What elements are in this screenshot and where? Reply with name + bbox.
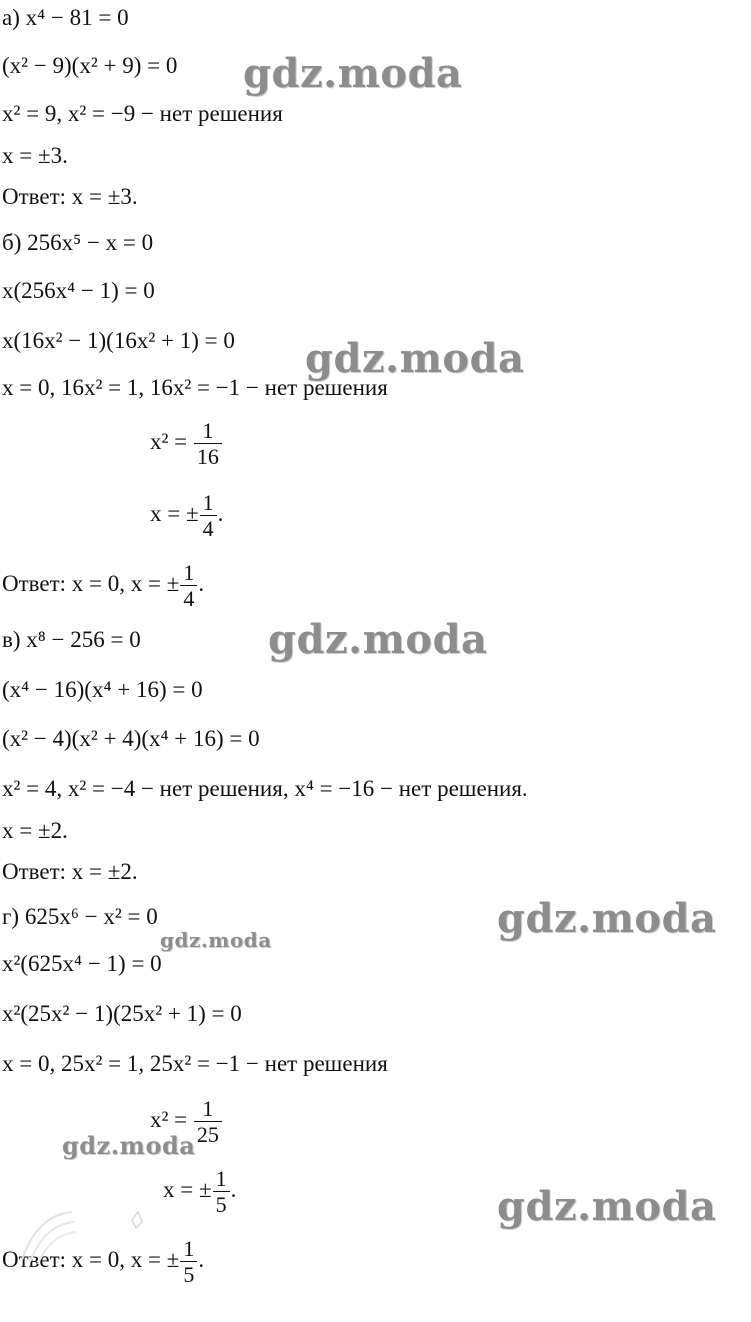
watermark: gdz.moda — [268, 616, 488, 663]
part-g-cases: x = 0, 25x² = 1, 25x² = −1 − нет решения — [2, 1051, 388, 1076]
part-g-roots — [163, 1166, 236, 1217]
fraction-denominator: 25 — [194, 1121, 222, 1147]
part-a-factored: (x² − 9)(x² + 9) = 0 — [2, 53, 178, 78]
watermark: gdz.moda — [160, 928, 272, 952]
fraction — [180, 560, 197, 611]
part-b-answer-prefix: Ответ: x = 0, x = ± — [2, 570, 180, 596]
part-g-answer-prefix: Ответ: x = 0, x = ± — [2, 1246, 180, 1272]
fraction-denominator: 16 — [194, 443, 222, 469]
fraction-denominator: 5 — [180, 1261, 197, 1287]
part-b-roots-suffix: . — [217, 500, 224, 526]
fraction-numerator: 1 — [215, 1166, 227, 1191]
part-g-factored-2: x²(25x² − 1)(25x² + 1) = 0 — [2, 1001, 242, 1026]
watermark: gdz.moda — [243, 50, 463, 97]
fraction — [194, 1096, 222, 1147]
part-a-cases: x² = 9, x² = −9 − нет решения — [2, 101, 283, 126]
part-b-roots — [150, 490, 223, 541]
part-b-factored-2: x(16x² − 1)(16x² + 1) = 0 — [2, 328, 235, 353]
part-b-roots-prefix: x = ± — [150, 500, 199, 526]
watermark: gdz.moda — [62, 1131, 196, 1160]
part-g-answer-suffix: . — [198, 1246, 205, 1272]
part-v-factored-1: (x⁴ − 16)(x⁴ + 16) = 0 — [2, 677, 203, 702]
fraction-numerator: 1 — [183, 1236, 195, 1261]
part-a-equation: а) x⁴ − 81 = 0 — [2, 5, 129, 30]
part-b-x-squared-prefix: x² = — [150, 428, 188, 454]
fraction-numerator: 1 — [202, 1096, 214, 1121]
part-g-roots-suffix: . — [230, 1176, 237, 1202]
part-v-factored-2: (x² − 4)(x² + 4)(x⁴ + 16) = 0 — [2, 726, 260, 751]
part-b-answer — [2, 560, 204, 611]
part-v-cases: x² = 4, x² = −4 − нет решения, x⁴ = −16 − нет решения. — [2, 776, 528, 801]
part-b-equation: б) 256x⁵ − x = 0 — [2, 230, 154, 255]
part-v-answer: Ответ: x = ±2. — [2, 859, 138, 884]
watermark: gdz.moda — [497, 1183, 717, 1230]
part-g-equation: г) 625x⁶ − x² = 0 — [2, 904, 158, 929]
part-a-answer: Ответ: x = ±3. — [2, 184, 138, 209]
part-g-x-squared-prefix: x² = — [150, 1106, 188, 1132]
part-a-roots: x = ±3. — [2, 143, 68, 168]
part-b-cases: x = 0, 16x² = 1, 16x² = −1 − нет решения — [2, 375, 388, 400]
part-v-equation: в) x⁸ − 256 = 0 — [2, 627, 141, 652]
part-b-factored-1: x(256x⁴ − 1) = 0 — [2, 278, 155, 303]
fraction-denominator: 4 — [200, 515, 217, 541]
part-g-roots-prefix: x = ± — [163, 1176, 212, 1202]
fraction — [200, 490, 217, 541]
watermark: gdz.moda — [305, 335, 525, 382]
fraction-numerator: 1 — [202, 490, 214, 515]
part-v-roots: x = ±2. — [2, 818, 68, 843]
watermark: gdz.moda — [497, 895, 717, 942]
fraction — [194, 418, 222, 469]
part-g-factored-1: x²(625x⁴ − 1) = 0 — [2, 951, 162, 976]
fraction-denominator: 4 — [180, 585, 197, 611]
fraction-numerator: 1 — [202, 418, 214, 443]
fraction — [213, 1166, 230, 1217]
fraction-numerator: 1 — [183, 560, 195, 585]
fraction — [180, 1236, 197, 1287]
fraction-denominator: 5 — [213, 1191, 230, 1217]
part-b-answer-suffix: . — [198, 570, 205, 596]
scribble-decoration — [12, 1200, 162, 1270]
part-b-x-squared — [150, 418, 223, 469]
